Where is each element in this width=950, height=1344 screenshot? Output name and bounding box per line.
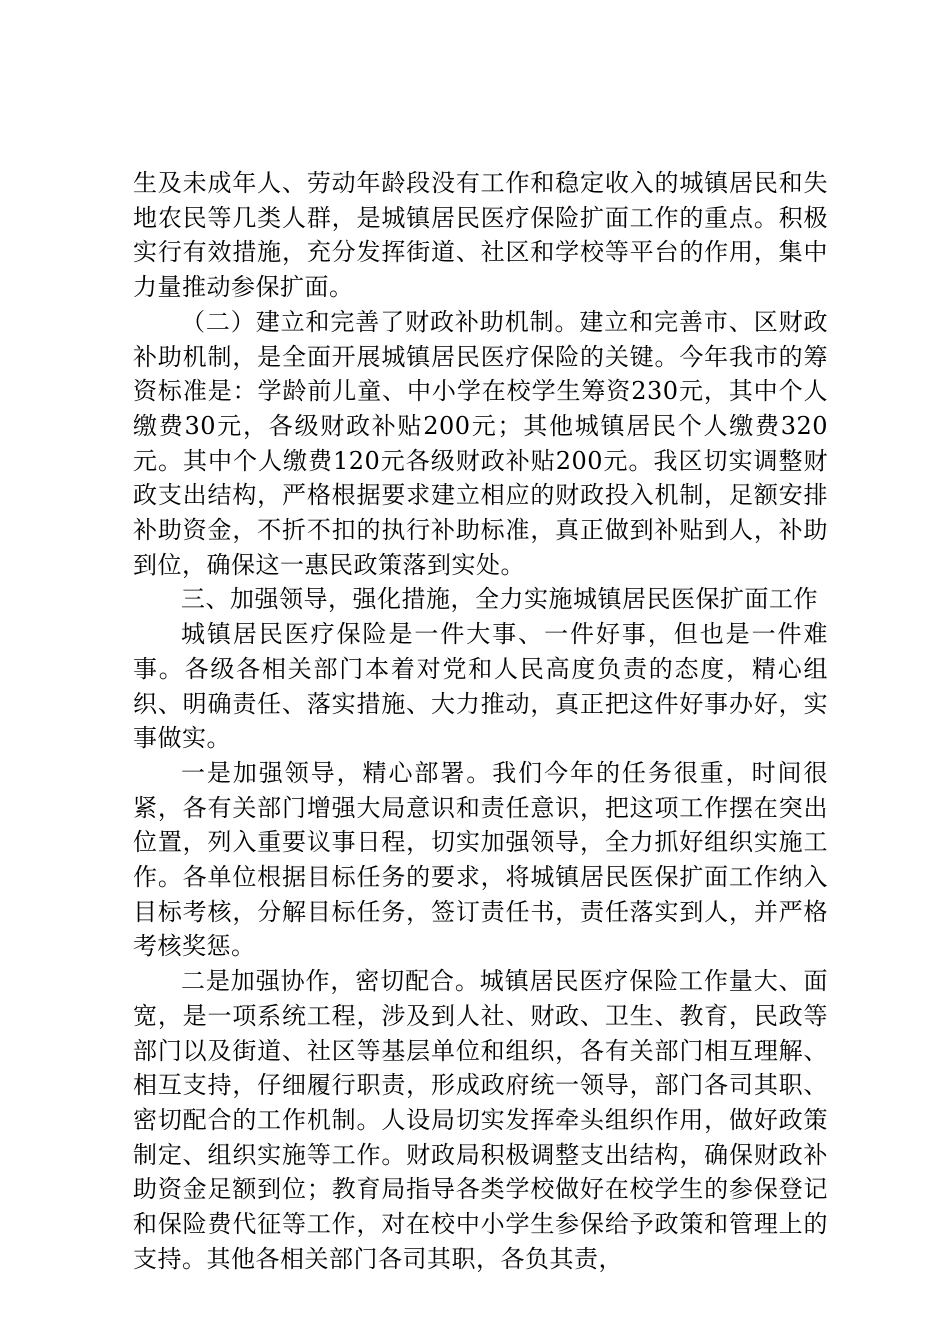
paragraph-6: 二是加强协作，密切配合。城镇居民医疗保险工作量大、面宽，是一项系统工程，涉及到人社、财政、卫生、教育，民政等部门以及街道、社区等基层单位和组织，各有关部门相互理解、相互支持，仔细履行职责，形成政府统一领导，部门各司其职、密切配合的工作机制。人设局切实发挥牵头组织作用，做好政策制定、组织实施等工作。财政局积极调整支出结构，确保财政补助资金足额到位；教育局指导各类学校做好在校学生的参保登记和保险费代征等工作，对在校中小学生参保给予政策和管理上的支持。其他各相关部门各司其职，各负其责，	[133, 967, 828, 1273]
document-body	[133, 166, 828, 1277]
paragraph-4: 城镇居民医疗保险是一件大事、一件好事，但也是一件难事。各级各相关部门本着对党和人民高度负责的态度，精心组织、明确责任、落实措施、大力推动，真正把这件好事办好，实事做实。	[133, 620, 828, 753]
section-heading-3: 三、加强领导，强化措施，全力实施城镇居民医保扩面工作	[181, 585, 818, 614]
paragraph-2: （二）建立和完善了财政补助机制。建立和完善市、区财政补助机制，是全面开展城镇居民医疗保险的关键。今年我市的筹资标准是：学龄前儿童、中小学在校学生筹资230元，其中个人缴费30元，各级财政补贴200元；其他城镇居民个人缴费320元。其中个人缴费120元各级财政补贴200元。我区切实调整财政支出结构，严格根据要求建立相应的财政投入机制，足额安排补助资金，不折不扣的执行补助标准，真正做到补贴到人，补助到位，确保这一惠民政策落到实处。	[133, 307, 828, 579]
paragraph-1: 生及未成年人、劳动年龄段没有工作和稳定收入的城镇居民和失地农民等几类人群，是城镇居民医疗保险扩面工作的重点。积极实行有效措施，充分发挥街道、社区和学校等平台的作用，集中力量推动参保扩面。	[133, 169, 828, 302]
paragraph-5: 一是加强领导，精心部署。我们今年的任务很重，时间很紧，各有关部门增强大局意识和责任意识，把这项工作摆在突出位置，列入重要议事日程，切实加强领导，全力抓好组织实施工作。各单位根据目标任务的要求，将城镇居民医保扩面工作纳入目标考核，分解目标任务，签订责任书，责任落实到人，并严格考核奖惩。	[133, 758, 828, 961]
